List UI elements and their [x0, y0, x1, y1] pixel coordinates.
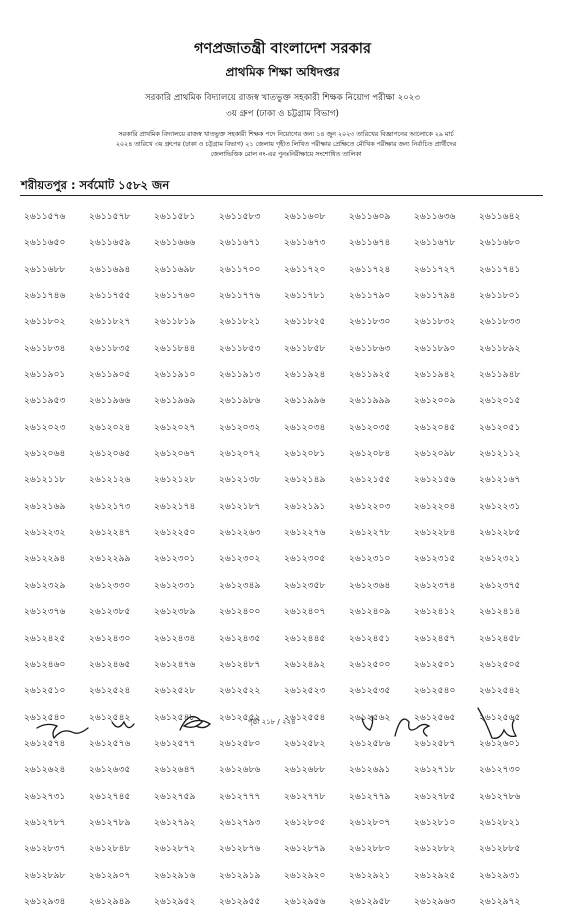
roll-number: ২৬১২৮০৭	[349, 817, 391, 828]
roll-number: ২৬১১৭৮১	[284, 291, 326, 302]
roll-number: ২৬১২০৩৫	[349, 422, 391, 433]
department-title: প্রাথমিক শিক্ষা অধিদপ্তর	[225, 65, 340, 79]
heading-underline	[20, 195, 543, 196]
roll-number: ২৬১২২৭৮	[349, 528, 391, 539]
roll-number: ২৬১২৪৩৫	[219, 633, 261, 644]
roll-number: ২৬১২৪৪৫	[284, 633, 326, 644]
signature-row	[0, 700, 565, 760]
roll-number: ২৬১২৫২৮	[154, 686, 196, 697]
roll-number: ২৬১১৫৭৬	[24, 212, 66, 222]
roll-number: ২৬১২০৭২	[219, 449, 261, 460]
table-row	[24, 762, 544, 788]
roll-number: ২৬১২১৪৯	[284, 475, 326, 486]
roll-number: ২৬১২০৪৫	[414, 422, 456, 433]
roll-number: ২৬১১৭৫৫	[89, 291, 131, 302]
roll-number: ২৬১২৯৬৩	[414, 896, 456, 907]
roll-number: ২৬১২৪৬৫	[89, 659, 131, 670]
roll-number: ২৬১২৪৫৭	[414, 633, 456, 644]
roll-number: ২৬১২৯১৯	[219, 870, 261, 881]
roll-number: ২৬১২৬০১	[479, 738, 521, 749]
roll-number: ২৬১২৩৪৯	[219, 580, 261, 591]
roll-number: ২৬১২৪৮৭	[219, 659, 261, 670]
roll-number: ২৬১২৩৩১	[154, 580, 196, 591]
roll-number: ২৬১২১৭৪	[154, 501, 196, 512]
roll-number: ২৬১২৩১৫	[414, 554, 456, 565]
table-row	[24, 841, 544, 867]
table-row	[24, 789, 544, 815]
roll-number: ২৬১১৯০১	[24, 370, 66, 381]
roll-number: ২৬১১৭৯৪	[414, 291, 456, 302]
roll-number: ২৬১২৭৪৫	[89, 791, 131, 802]
notice-line: জেলাভিত্তিক রোল নং-এর পুনঃনিরীক্ষায়ে সংশোধিত তালিকা	[210, 151, 362, 158]
roll-number: ২৬১২৮৮৫	[479, 844, 521, 855]
roll-number: ২৬১১৭৭৬	[219, 291, 261, 302]
roll-number: ২৬১২২৮৪	[414, 528, 456, 539]
roll-number: ২৬১২১৫৫	[349, 475, 391, 486]
roll-number: ২৬১২৮২১	[479, 817, 521, 828]
roll-number: ২৬১২৪০৯	[349, 607, 391, 618]
roll-number: ২৬১২৫৬৫	[479, 712, 521, 723]
roll-number: ২৬১১৫৮১	[154, 212, 196, 222]
roll-number: ২৬১২২৯৪	[24, 554, 66, 565]
roll-number: ২৬১২৯৪৯	[89, 896, 131, 907]
signature-5	[395, 719, 429, 736]
roll-number: ২৬১২৫৮৭	[414, 738, 456, 749]
table-row	[24, 472, 544, 498]
roll-number: ২৬১১৯৮৬	[219, 396, 261, 407]
roll-number: ২৬১২৫৭৭	[154, 738, 196, 749]
roll-number: ২৬১২৪৭৬	[154, 659, 196, 670]
roll-number: ২৬১২৭৩১	[24, 791, 66, 802]
table-row	[24, 393, 544, 419]
table-row	[24, 288, 544, 314]
roll-number: ২৬১২৯৫২	[154, 896, 196, 907]
roll-number: ২৬১২৫৪০	[24, 712, 66, 723]
roll-number: ২৬১২৯২০	[284, 870, 326, 881]
roll-number: ২৬১২৮৪৮	[89, 844, 131, 855]
roll-number: ২৬১২২৯৯	[89, 554, 131, 565]
roll-number: ২৬১২৬২৪	[24, 765, 66, 776]
table-row	[24, 815, 544, 841]
roll-number: ২৬১২০৮৪	[349, 449, 391, 460]
roll-number: ২৬১২০৯৮	[414, 449, 456, 460]
roll-number: ২৬১২৬৪৭	[154, 765, 196, 776]
roll-number: ২৬১২৩২৯	[24, 580, 66, 591]
table-row	[24, 314, 544, 340]
roll-number: ২৬১২৭৮৭	[24, 817, 66, 828]
roll-number: ২৬১২৩৭৫	[479, 580, 521, 591]
table-row	[24, 235, 544, 261]
roll-number: ২৬১২৯৫৬	[284, 896, 326, 907]
roll-number: ২৬১২৫৬২	[349, 712, 391, 723]
table-row	[24, 262, 544, 288]
roll-number: ২৬১২৮৭৯	[284, 844, 326, 855]
roll-number: ২৬১১৯৬৯	[154, 396, 196, 407]
table-row	[24, 525, 544, 551]
roll-number: ২৬১১৬৮৮	[24, 264, 66, 275]
signature-4	[362, 716, 373, 730]
roll-number: ২৬১২০২৭	[154, 422, 196, 433]
roll-number: ২৬১২৫০৫	[479, 659, 521, 670]
roll-number: ২৬১২৮৭৬	[219, 844, 261, 855]
roll-number: ২৬১২৩৭৪	[414, 580, 456, 591]
roll-number: ২৬১২২৬৩	[219, 528, 261, 539]
notice-line: সরকারি প্রাথমিক বিদ্যালয়ে রাজস্ব খাতভুক্ত সহকারী শিক্ষক পদে নিয়োগের জন্য ১৪ জুন ২০২৩ তারিখের বিজ্ঞাপনের আলোকে ২৯ মার্চ	[118, 131, 454, 138]
roll-number: ২৬১২২৩১	[479, 501, 521, 512]
roll-number: ২৬১২৩৮৫	[89, 607, 131, 618]
roll-number: ২৬১১৮৯০	[414, 343, 456, 354]
roll-number: ২৬১২৩৫৮	[284, 580, 326, 591]
roll-number: ২৬১২৮৭২	[154, 844, 196, 855]
roll-number: ২৬১২৩১০	[349, 554, 391, 565]
roll-number: ২৬১২৯৫৮	[349, 896, 391, 907]
roll-number: ২৬১২০২৩	[24, 422, 66, 433]
roll-number: ২৬১১৮২৭	[89, 317, 131, 328]
roll-number: ২৬১২০৮১	[284, 449, 326, 460]
roll-number: ২৬১১৮৩০	[349, 317, 391, 328]
roll-number: ২৬১২৬৩৫	[89, 765, 131, 776]
roll-number: ২৬১১৬৮০	[479, 238, 521, 249]
roll-number: ২৬১২৭৯৩	[219, 817, 261, 828]
roll-number: ২৬১২২৪৭	[89, 528, 131, 539]
exam-title: সরকারি প্রাথমিক বিদ্যালয়ে রাজস্ব খাতভুক্ত সহকারী শিক্ষক নিয়োগ পরীক্ষা ২০২৩	[145, 93, 420, 103]
roll-number: ২৬১১৭৪১	[479, 264, 521, 275]
roll-number: ২৬১১৮৫৩	[219, 343, 261, 354]
roll-number: ২৬১২৭৮৯	[89, 817, 131, 828]
roll-number: ২৬১২০৬৪	[24, 449, 66, 460]
roll-number: ২৬১২১৩৮	[219, 475, 261, 486]
roll-number: ২৬১২৪১৪	[479, 607, 521, 618]
roll-number: ২৬১১৯৬৬	[89, 396, 131, 407]
roll-number: ২৬১১৯৫৩	[24, 396, 66, 407]
roll-number: ২৬১২৪২৫	[24, 633, 66, 644]
roll-number: ২৬১২১২৬	[89, 475, 131, 486]
roll-number: ২৬১২৪৫৮	[479, 633, 521, 644]
roll-number: ২৬১১৬৯৪	[89, 264, 131, 275]
roll-number: ২৬১২৯৩৪	[24, 896, 66, 907]
roll-number: ২৬১১৬৪২	[479, 212, 521, 222]
roll-number: ২৬১১৯৯৯	[349, 396, 391, 407]
roll-number: ২৬১২১১২	[479, 449, 521, 460]
roll-number: ২৬১২৬৮৮	[284, 765, 326, 776]
roll-number: ২৬১২৪৩৪	[154, 633, 196, 644]
roll-number: ২৬১২৫৪২	[479, 686, 521, 697]
roll-number: ২৬১২৫৮৬	[349, 738, 391, 749]
roll-number: ২৬১১৯১৩	[219, 370, 261, 381]
roll-number: ২৬১২৪৫১	[349, 633, 391, 644]
roll-number: ২৬১২৩০৫	[284, 554, 326, 565]
table-row	[24, 868, 544, 894]
signature-1	[37, 724, 88, 738]
roll-number-table	[24, 209, 544, 920]
roll-number: ২৬১১৬৫০	[24, 238, 66, 249]
roll-number: ২৬১২৮০৫	[284, 817, 326, 828]
roll-number: ২৬১১৮৪৪	[154, 343, 196, 354]
roll-number: ২৬১১৮২৫	[284, 317, 326, 328]
roll-number: ২৬১১৬০৯	[349, 212, 391, 222]
roll-number: ২৬১২৪৯২	[284, 659, 326, 670]
roll-number: ২৬১২৫৫৪	[284, 712, 326, 723]
roll-number: ২৬১১৯৪২	[414, 370, 456, 381]
roll-number: ২৬১১৯২৫	[349, 370, 391, 381]
roll-number: ২৬১১৭০০	[219, 264, 261, 275]
roll-number: ২৬১২৯০৭	[89, 870, 131, 881]
roll-number: ২৬১২৫১০	[24, 686, 66, 697]
roll-number: ২৬১২৪১২	[414, 607, 456, 618]
roll-number: ২৬১২৯৭২	[479, 896, 521, 907]
group-title: ৩য় গ্রুপ (ঢাকা ও চট্টগ্রাম বিভাগ)	[226, 109, 339, 119]
roll-number: ২৬১২৫৬৫	[414, 712, 456, 723]
roll-number: ২৬১২৩৮৯	[154, 607, 196, 618]
roll-number: ২৬১২৫২৪	[89, 686, 131, 697]
roll-number: ২৬১২৭৫৯	[154, 791, 196, 802]
roll-number: ২৬১২৫০১	[414, 659, 456, 670]
roll-number: ২৬১২৩৬৪	[349, 580, 391, 591]
roll-number: ২৬১১৭২৪	[349, 264, 391, 275]
roll-number: ২৬১১৬৬৬	[154, 238, 196, 249]
roll-number: ২৬১২৫৩৫	[349, 686, 391, 697]
signature-3	[180, 717, 210, 730]
signature-6	[478, 708, 516, 738]
roll-number: ২৬১১৮০১	[479, 291, 521, 302]
roll-number: ২৬১২০৩২	[219, 422, 261, 433]
roll-number: ২৬১২৭১৮	[414, 765, 456, 776]
roll-number: ২৬১১৯২৪	[284, 370, 326, 381]
roll-number: ২৬১২৭৩০	[479, 765, 521, 776]
roll-number: ২৬১২০৬৭	[154, 449, 196, 460]
roll-number: ২৬১২০৬৫	[89, 449, 131, 460]
table-row	[24, 657, 544, 683]
roll-number: ২৬১২৫২৩	[284, 686, 326, 697]
roll-number: ২৬১২৩০২	[219, 554, 261, 565]
roll-number: ২৬১১৫৭৮	[89, 212, 131, 222]
roll-number: ২৬১১৯৪৮	[479, 370, 521, 381]
roll-number: ২৬১১৮৩৩	[479, 317, 521, 328]
roll-number: ২৬১২২৩২	[24, 528, 66, 539]
roll-number: ২৬১২৫৫২	[219, 712, 261, 723]
roll-number: ২৬১২০০৯	[414, 396, 456, 407]
roll-number: ২৬১২০২৪	[89, 422, 131, 433]
roll-number: ২৬১২৬৮৬	[219, 765, 261, 776]
roll-number: ২৬১২৮৩৭	[24, 844, 66, 855]
roll-number: ২৬১২২৮৫	[479, 528, 521, 539]
roll-number: ২৬১১৬৩৬	[414, 212, 456, 222]
table-row	[24, 499, 544, 525]
roll-number: ২৬১১৬৭৩	[284, 238, 326, 249]
roll-number: ২৬১১৮২১	[219, 317, 261, 328]
roll-number: ২৬১২৮৮০	[349, 844, 391, 855]
roll-number: ২৬১২৭৮৬	[479, 791, 521, 802]
roll-number: ২৬১১৯৯৬	[284, 396, 326, 407]
table-row	[24, 631, 544, 657]
table-row	[24, 420, 544, 446]
notice-paragraph	[36, 130, 536, 160]
roll-number: ২৬১২৮৮২	[414, 844, 456, 855]
roll-number: ২৬১২৫৭৪	[24, 738, 66, 749]
roll-number: ২৬১২৪৩০	[89, 633, 131, 644]
roll-number: ২৬১২৯৩১	[479, 870, 521, 881]
roll-number: ২৬১২৭৭৮	[284, 791, 326, 802]
roll-number: ২৬১২২০৩	[349, 501, 391, 512]
table-row	[24, 446, 544, 472]
government-title: গণপ্রজাতন্ত্রী বাংলাদেশ সরকার	[194, 41, 371, 57]
roll-number: ২৬১২৪৬০	[24, 659, 66, 670]
roll-number: ২৬১২১৭৩	[89, 501, 131, 512]
notice-line: ২০২৪ তারিখে ৩য় গ্রুপের (ঢাকা ও চট্টগ্রাম বিভাগ) ২১ জেলায় গৃহীত লিখিত পরীক্ষার প্রেক্ষিতে মৌখিক পরীক্ষার জন্য নির্বাচিত প্রার্থীদের	[115, 141, 457, 148]
roll-number: ২৬১২৫৪০	[414, 686, 456, 697]
roll-number: ২৬১২০৫১	[479, 422, 521, 433]
district-heading: শরীয়তপুর : সর্বমোট ১৫৮২ জন	[21, 178, 170, 192]
roll-number: ২৬১২৯২১	[349, 870, 391, 881]
roll-number: ২৬১২৫৭৬	[89, 738, 131, 749]
roll-number: ২৬১২০৩৪	[284, 422, 326, 433]
roll-number: ২৬১২৫৮২	[284, 738, 326, 749]
roll-number: ২৬১২৩৩০	[89, 580, 131, 591]
roll-number: ২৬১১৮৯২	[479, 343, 521, 354]
roll-number: ২৬১১৬৫৯	[89, 238, 131, 249]
roll-number: ২৬১২২৫০	[154, 528, 196, 539]
roll-number: ২৬১২১৬৯	[24, 501, 66, 512]
roll-number: ২৬১২৫৪৮	[154, 712, 196, 723]
roll-number: ২৬১১৮৬৩	[349, 343, 391, 354]
roll-number: ২৬১২৫০০	[349, 659, 391, 670]
roll-number: ২৬১২৪০৭	[284, 607, 326, 618]
roll-number: ২৬১২৩২১	[479, 554, 521, 565]
roll-number: ২৬১১৯০৫	[89, 370, 131, 381]
roll-number: ২৬১২১৮৭	[219, 501, 261, 512]
roll-number: ২৬১১৮০২	[24, 317, 66, 328]
roll-number: ২৬১১৭৯০	[349, 291, 391, 302]
roll-number: ২৬১১৬০৮	[284, 212, 326, 222]
table-row	[24, 209, 544, 235]
roll-number: ২৬১২৪০০	[219, 607, 261, 618]
roll-number: ২৬১২৩০১	[154, 554, 196, 565]
roll-number: ২৬১২১২৮	[154, 475, 196, 486]
roll-number: ২৬১২১১৮	[24, 475, 66, 486]
roll-number: ২৬১২৫২২	[219, 686, 261, 697]
roll-number: ২৬১২৮৯৮	[24, 870, 66, 881]
roll-number: ২৬১১৬৭৮	[414, 238, 456, 249]
table-row	[24, 578, 544, 604]
roll-number: ২৬১২৭৭৭	[219, 791, 261, 802]
roll-number: ২৬১২১৫৬	[414, 475, 456, 486]
roll-number: ২৬১২৬৯১	[349, 765, 391, 776]
roll-number: ২৬১২৭৭৯	[349, 791, 391, 802]
roll-number: ২৬১১৭২৭	[414, 264, 456, 275]
roll-number: ২৬১১৬৭১	[219, 238, 261, 249]
table-row	[24, 341, 544, 367]
roll-number: ২৬১২৫৪২	[89, 712, 131, 723]
roll-number: ২৬১২৭৮৫	[414, 791, 456, 802]
roll-number: ২৬১১৬৯৮	[154, 264, 196, 275]
roll-number: ২৬১২২০৪	[414, 501, 456, 512]
roll-number: ২৬১১৫৮৩	[219, 212, 261, 222]
table-row	[24, 551, 544, 577]
roll-number: ২৬১২৭৯২	[154, 817, 196, 828]
roll-number: ২৬১২১৬৭	[479, 475, 521, 486]
roll-number: ২৬১১৭৬০	[154, 291, 196, 302]
roll-number: ২৬১২০১৫	[479, 396, 521, 407]
roll-number: ২৬১২৮১০	[414, 817, 456, 828]
roll-number: ২৬১১৮৩৪	[24, 343, 66, 354]
roll-number: ২৬১১৮৫৮	[284, 343, 326, 354]
roll-number: ২৬১২৯২৫	[414, 870, 456, 881]
roll-number: ২৬১২৯৫৫	[219, 896, 261, 907]
table-row	[24, 894, 544, 920]
roll-number: ২৬১২৩৭৬	[24, 607, 66, 618]
roll-number: ২৬১১৯১০	[154, 370, 196, 381]
roll-number: ২৬১২৫৮০	[219, 738, 261, 749]
roll-number: ২৬১১৮৩৫	[89, 343, 131, 354]
roll-number: ২৬১১৭৪৬	[24, 291, 66, 302]
roll-number: ২৬১২১৯১	[284, 501, 326, 512]
roll-number: ২৬১১৬৭৪	[349, 238, 391, 249]
table-row	[24, 604, 544, 630]
page-number: পৃষ্ঠা ২১৮ / ২২৪	[248, 718, 296, 726]
roll-number: ২৬১২২৭৬	[284, 528, 326, 539]
roll-number: ২৬১১৮৩২	[414, 317, 456, 328]
roll-number: ২৬১১৮১৯	[154, 317, 196, 328]
signature-2	[112, 722, 134, 728]
table-row	[24, 367, 544, 393]
roll-number: ২৬১১৭২০	[284, 264, 326, 275]
roll-number: ২৬১২৯১৬	[154, 870, 196, 881]
